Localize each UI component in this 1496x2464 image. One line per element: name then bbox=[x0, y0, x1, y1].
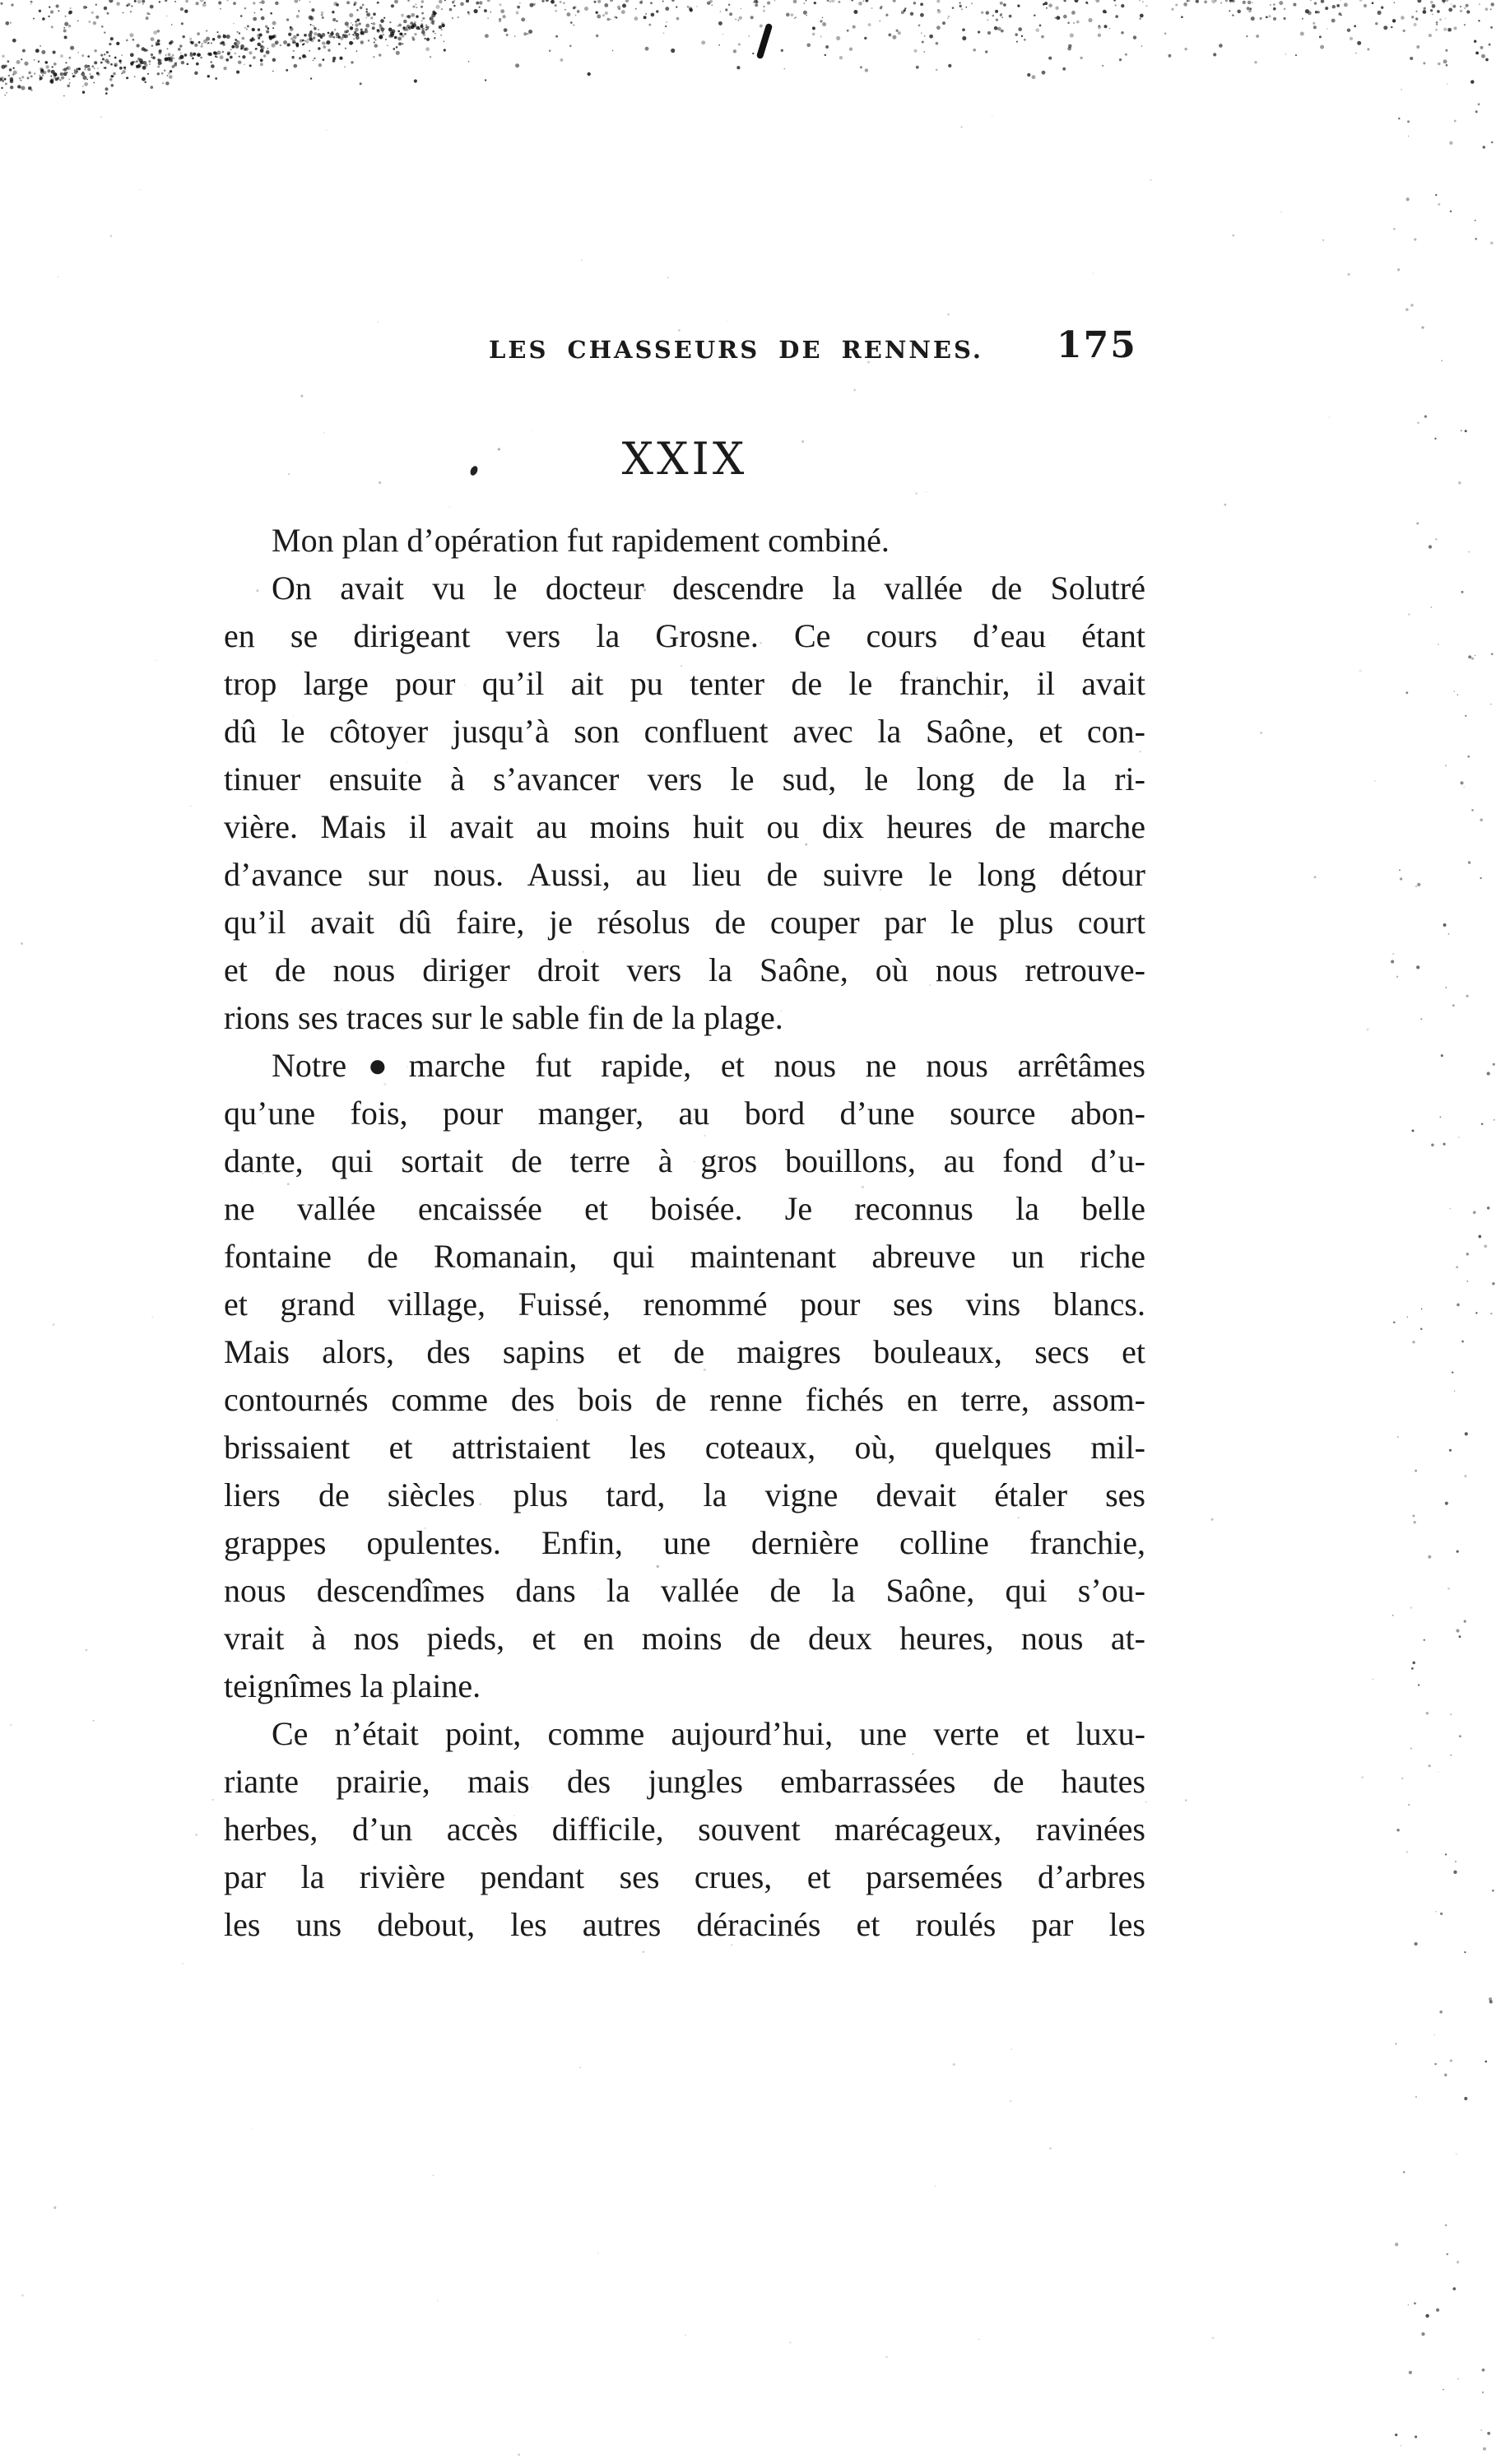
text-line: les uns debout, les autres déracinés et roulés par les bbox=[224, 1906, 1145, 1943]
text-line: Mais alors, des sapins et de maigres bouleaux, secs et bbox=[224, 1333, 1145, 1370]
text-line: teignîmes la plaine. bbox=[224, 1667, 481, 1704]
body-text bbox=[224, 517, 1145, 1949]
text-line: dû le côtoyer jusqu’à son confluent avec la Saône, et con- bbox=[224, 713, 1145, 750]
running-title: LES CHASSEURS DE RENNES. bbox=[489, 336, 983, 364]
page-number: 175 bbox=[1057, 324, 1137, 366]
text-line: par la rivière pendant ses crues, et parsemées d’arbres bbox=[224, 1858, 1145, 1895]
text-line: On avait vu le docteur descendre la vallée de Solutré bbox=[272, 570, 1145, 607]
text-line: d’avance sur nous. Aussi, au lieu de suivre le long détour bbox=[224, 856, 1145, 893]
chapter-heading: XXIX bbox=[621, 433, 748, 485]
text-line: qu’une fois, pour manger, au bord d’une source abon- bbox=[224, 1095, 1145, 1132]
text-line: herbes, d’un accès difficile, souvent marécageux, ravinées bbox=[224, 1811, 1145, 1848]
text-line: liers de siècles plus tard, la vigne devait étaler ses bbox=[224, 1476, 1145, 1513]
text-line: Notre●marche fut rapide, et nous ne nous arrêtâmes bbox=[272, 1047, 1145, 1084]
text-line: rions ses traces sur le sable fin de la plage. bbox=[224, 999, 783, 1036]
text-line: brissaient et attristaient les coteaux, où, quelques mil- bbox=[224, 1429, 1145, 1466]
text-line: qu’il avait dû faire, je résolus de couper par le plus court bbox=[224, 904, 1145, 941]
text-line: et grand village, Fuissé, renommé pour ses vins blancs. bbox=[224, 1285, 1145, 1323]
text-line: grappes opulentes. Enfin, une dernière colline franchie, bbox=[224, 1524, 1145, 1561]
text-line: vrait à nos pieds, et en moins de deux heures, nous at- bbox=[224, 1620, 1145, 1657]
text-line: vière. Mais il avait au moins huit ou dix heures de marche bbox=[224, 808, 1145, 845]
text-line: nous descendîmes dans la vallée de la Saône, qui s’ou- bbox=[224, 1572, 1145, 1609]
text-line: ne vallée encaissée et boisée. Je reconnus la belle bbox=[224, 1190, 1145, 1227]
text-line: riante prairie, mais des jungles embarrassées de hautes bbox=[224, 1763, 1145, 1800]
text-line: et de nous diriger droit vers la Saône, où nous retrouve- bbox=[224, 951, 1145, 988]
text-line: Ce n’était point, comme aujourd’hui, une verte et luxu- bbox=[272, 1715, 1145, 1752]
text-line: trop large pour qu’il ait pu tenter de le franchir, il avait bbox=[224, 665, 1145, 702]
text-line: fontaine de Romanain, qui maintenant abreuve un riche bbox=[224, 1238, 1145, 1275]
text-line: tinuer ensuite à s’avancer vers le sud, le long de la ri- bbox=[224, 760, 1145, 797]
text-line: Mon plan d’opération fut rapidement combiné. bbox=[272, 522, 890, 559]
text-line: contournés comme des bois de renne fichés en terre, assom- bbox=[224, 1381, 1145, 1418]
text-line: en se dirigeant vers la Grosne. Ce cours d’eau étant bbox=[224, 617, 1145, 654]
text-line: dante, qui sortait de terre à gros bouillons, au fond d’u- bbox=[224, 1142, 1145, 1179]
